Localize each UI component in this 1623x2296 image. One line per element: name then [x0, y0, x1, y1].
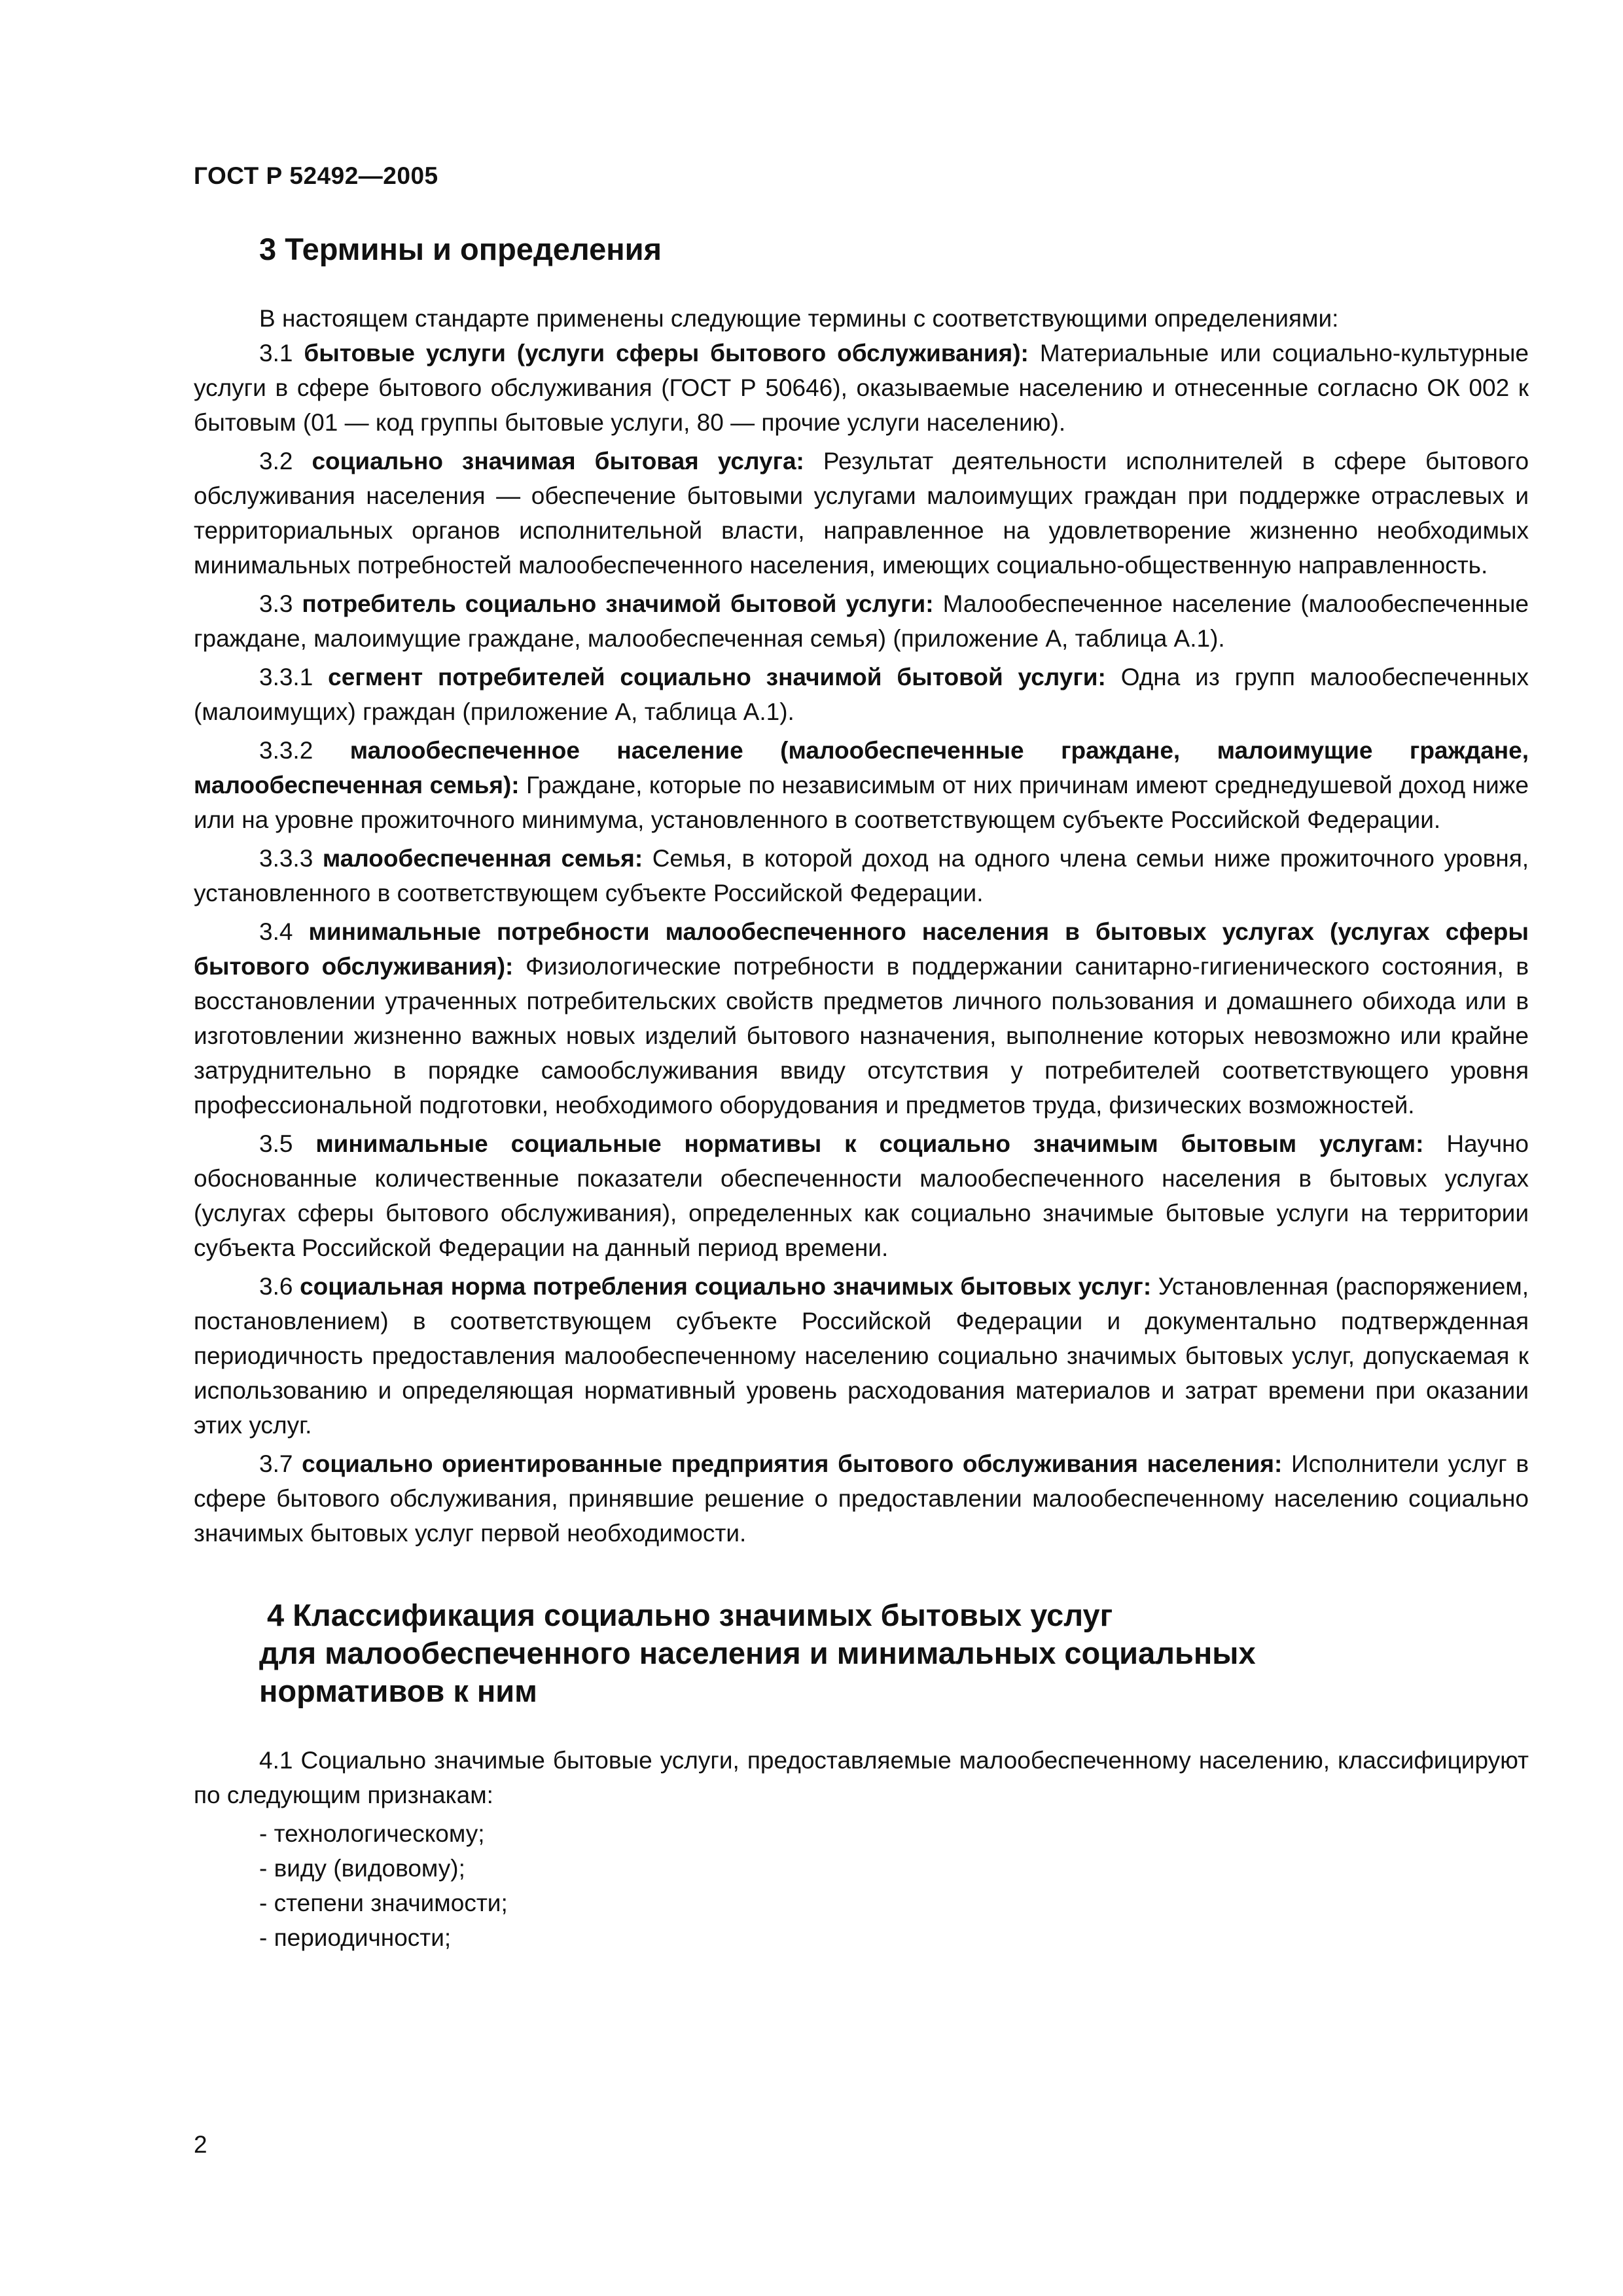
paragraph-4-1: 4.1 Социально значимые бытовые услуги, предоставляемые малообеспеченному населению, классифицируют по следующим признакам: — [194, 1747, 1529, 1808]
term-number: 3.2 — [259, 448, 293, 475]
term-name: минимальные потребности малообеспеченного населения в бытовых услугах (услугах сферы бытового обслуживания): — [194, 918, 1529, 980]
term-name: минимальные социальные нормативы к социально значимым бытовым услугам: — [315, 1130, 1424, 1157]
term-3-2 — [194, 444, 1529, 583]
list-item: - периодичности; — [259, 1924, 452, 1951]
term-name: сегмент потребителей социально значимой бытовой услуги: — [328, 664, 1106, 691]
term-number: 3.6 — [259, 1273, 293, 1300]
term-number: 3.4 — [259, 918, 293, 945]
term-3-5 — [194, 1126, 1529, 1265]
list-item: - технологическому; — [259, 1820, 485, 1847]
list-item: - виду (видовому); — [259, 1855, 465, 1882]
term-number: 3.3.1 — [259, 664, 313, 691]
list-item: - степени значимости; — [259, 1890, 508, 1916]
section-3-intro: В настоящем стандарте применены следующие термины с соответствующими определениями: — [259, 305, 1339, 332]
term-definition: Физиологические потребности в поддержании санитарно-гигиенического состояния, в восстановлении утраченных потребительских свойств предметов личного пользования и домашнего обихода или в изготовлении жизненно важных новых изделий бытового назначения, выполнение которых невозможно или крайне затруднительно в порядке самообслуживания ввиду отсутствия у потребителей соответствующего уровня профессиональной подготовки, необходимого оборудования и предметов труда, физических возможностей. — [194, 953, 1529, 1119]
term-definition: Одна из групп малообеспеченных (малоимущих) граждан (приложение А, таблица А.1). — [194, 664, 1529, 725]
term-3-1 — [194, 336, 1529, 440]
term-definition: Материальные или социально-культурные услуги в сфере бытового обслуживания (ГОСТ Р 50646), оказываемые населению и отнесенные согласно ОК 002 к бытовым (01 — код группы бытовые услуги, 80 — прочие услуги населению). — [194, 340, 1529, 436]
term-3-3-2 — [194, 733, 1529, 837]
term-name: социальная норма потребления социально значимых бытовых услуг: — [300, 1273, 1152, 1300]
section-4-title-line-3: нормативов к ним — [259, 1674, 537, 1708]
term-definition: Научно обоснованные количественные показатели обеспеченности малообеспеченного населения в бытовых услугах (услугах сферы бытового обслуживания), определенных как социально значимые бытовые услуги на территории субъекта Российской Федерации на данный период времени. — [194, 1130, 1529, 1261]
section-4-title-line-1: 4 Классификация социально значимых бытовых услуг — [267, 1598, 1113, 1632]
term-name: малообеспеченное население (малообеспеченные граждане, малоимущие граждане, малообеспеченная семья): — [194, 737, 1529, 798]
term-number: 3.7 — [259, 1450, 293, 1477]
document-header: ГОСТ Р 52492—2005 — [194, 162, 438, 189]
section-3-title: 3 Термины и определения — [259, 232, 662, 266]
term-number: 3.3.3 — [259, 845, 313, 872]
term-number: 3.3.2 — [259, 737, 313, 764]
page-number: 2 — [194, 2131, 207, 2158]
term-name: потребитель социально значимой бытовой услуги: — [302, 590, 934, 617]
term-3-3-3 — [194, 841, 1529, 910]
term-number: 3.5 — [259, 1130, 293, 1157]
term-3-7 — [194, 1446, 1529, 1551]
term-name: малообеспеченная семья: — [322, 845, 643, 872]
term-name: социально значимая бытовая услуга: — [312, 448, 804, 475]
term-name: социально ориентированные предприятия бытового обслуживания населения: — [302, 1450, 1283, 1477]
term-definition: Граждане, которые по независимым от них причинам имеют среднедушевой доход ниже или на уровне прожиточного минимума, установленного в соответствующем субъекте Российской Федерации. — [194, 772, 1529, 833]
term-definition: Малообеспеченное население (малообеспеченные граждане, малоимущие граждане, малообеспеченная семья) (приложение А, таблица А.1). — [194, 590, 1529, 652]
document-body — [194, 216, 1529, 1955]
term-definition: Установленная (распоряжением, постановлением) в соответствующем субъекте Российской Федерации и документально подтвержденная периодичность предоставления малообеспеченному населению социально значимых бытовых услуг, допускаемая к использованию и определяющая нормативный уровень расходования материалов и затрат времени при оказании этих услуг. — [194, 1273, 1529, 1439]
term-number: 3.1 — [259, 340, 293, 367]
term-3-3 — [194, 586, 1529, 656]
section-4-title — [259, 1596, 1529, 1710]
term-3-3-1 — [194, 660, 1529, 729]
term-name: бытовые услуги (услуги сферы бытового обслуживания): — [304, 340, 1029, 367]
term-number: 3.3 — [259, 590, 293, 617]
classification-list — [194, 1816, 1529, 1955]
term-definition: Исполнители услуг в сфере бытового обслуживания, принявшие решение о предоставлении малообеспеченному населению социально значимых бытовых услуг первой необходимости. — [194, 1450, 1529, 1547]
section-4-title-line-2: для малообеспеченного населения и минимальных социальных — [259, 1636, 1256, 1670]
term-3-4 — [194, 914, 1529, 1122]
term-definition: Результат деятельности исполнителей в сфере бытового обслуживания населения — обеспечение бытовыми услугами малоимущих граждан при поддержке отраслевых и территориальных органов исполнительной власти, направленное на удовлетворение жизненно необходимых минимальных потребностей малообеспеченного населения, имеющих социально-общественную направленность. — [194, 448, 1529, 579]
term-3-6 — [194, 1269, 1529, 1443]
term-definition: Семья, в которой доход на одного члена семьи ниже прожиточного уровня, установленного в соответствующем субъекте Российской Федерации. — [194, 845, 1529, 906]
